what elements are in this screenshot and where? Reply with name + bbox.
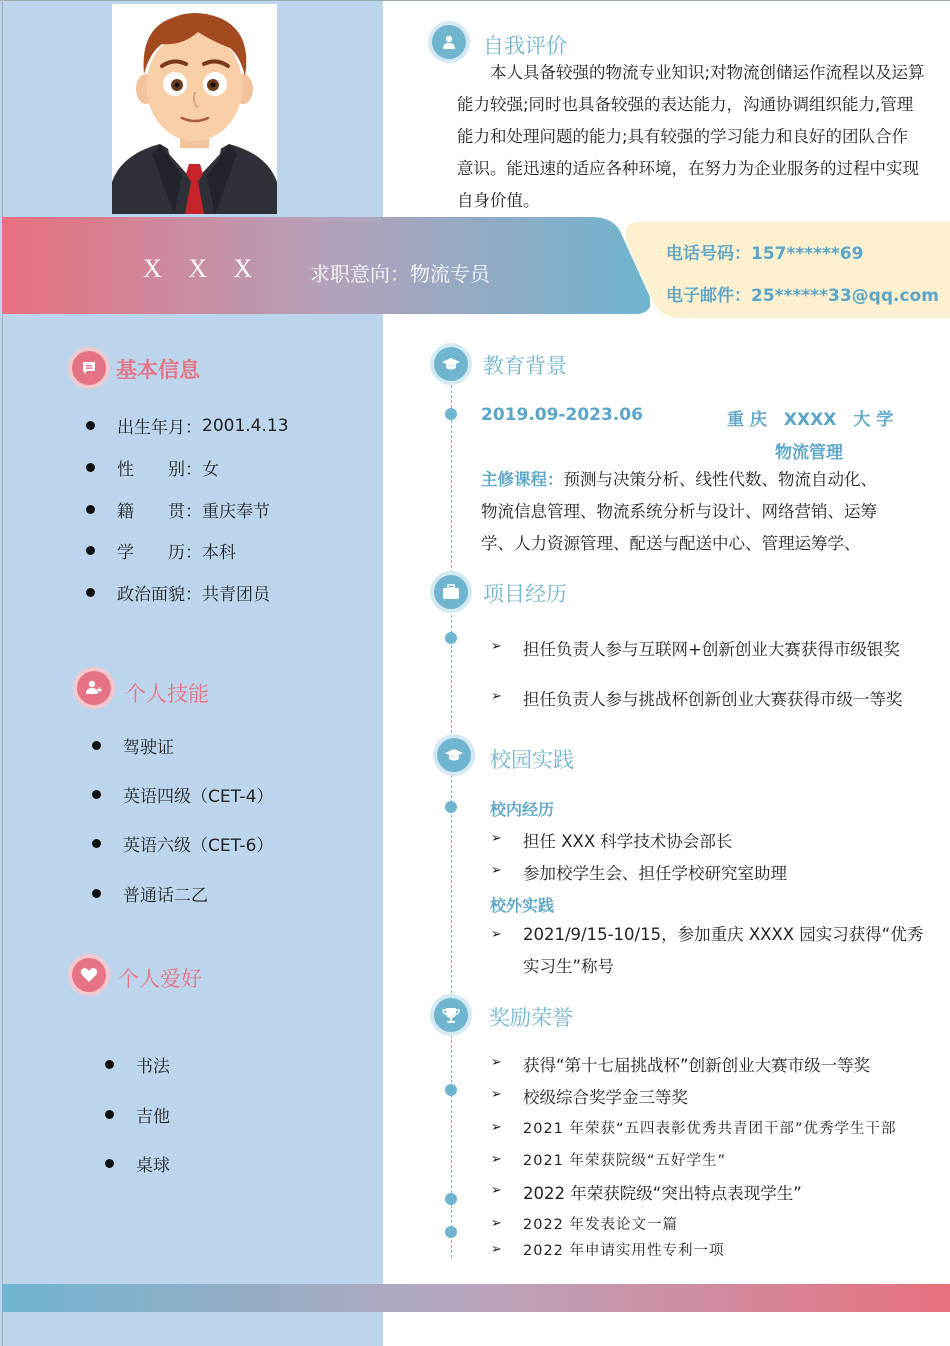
job-objective: 求职意向：物流专员 [310, 262, 490, 286]
campus-item: ➢ 担任 XXX 科学技术协会部长 [491, 831, 733, 851]
inner-experience-label: 校内经历 [490, 800, 555, 819]
school-name: 重 庆 XXXX 大 学 [727, 410, 894, 430]
self-eval-title: 自我评价 [483, 34, 567, 58]
avatar [112, 4, 277, 214]
top-border [0, 0, 950, 1]
timeline-dot [445, 1226, 457, 1238]
phone-number: 电话号码：157******69 [666, 244, 864, 264]
hobby-item: 桌球 [105, 1151, 170, 1176]
timeline-dot [445, 632, 457, 644]
skill-item: 普通话二乙 [92, 881, 208, 906]
campus-item: ➢ 2021/9/15-10/15，参加重庆 XXXX 园实习获得“优秀 实习生”称号 [491, 925, 924, 976]
major-name: 物流管理 [775, 443, 843, 463]
skill-item: 英语六级（CET-6） [92, 831, 273, 856]
basic-info-item: 性 别： 女 [86, 455, 219, 480]
award-item: ➢ 2021 年荣获院级“五好学生” [491, 1152, 727, 1169]
person-icon [432, 25, 466, 59]
timeline-dot [445, 408, 457, 420]
hobbies-title: 个人爱好 [118, 967, 202, 991]
award-item: ➢ 2021 年荣获“五四表彰优秀共青团干部”优秀学生干部 [491, 1120, 897, 1137]
skill-item: 驾驶证 [92, 733, 174, 758]
self-eval-text: 本人具备较强的物流专业知识;对物流创储运作流程以及运算 能力较强;同时也具备较强的表达能力，沟通协调组织能力,管理 能力和处理问题的能力;具有较强的学习能力和良好的团队合作 意识。能迅速的适应各种环境，在努力为企业服务的过程中实现 自身价值。 [457, 63, 925, 210]
education-title: 教育背景 [483, 354, 567, 378]
basic-info-item: 籍 贯： 重庆奉节 [86, 497, 270, 522]
skill-item: 英语四级（CET-4） [92, 782, 273, 807]
trophy-icon [434, 998, 468, 1032]
campus-item: ➢ 参加校学生会、担任学校研究室助理 [491, 863, 787, 883]
graduation-cap-icon [434, 347, 468, 381]
briefcase-icon [434, 575, 468, 609]
heart-icon [72, 958, 106, 992]
basic-info-item: 学 历： 本科 [86, 538, 236, 563]
graduation-cap-icon [437, 738, 471, 772]
campus-title: 校园实践 [490, 748, 574, 772]
basic-info-item: 政治面貌： 共青团员 [86, 580, 270, 605]
timeline-line [451, 380, 452, 1258]
timeline-dot [445, 1193, 457, 1205]
hobby-item: 吉他 [105, 1102, 170, 1127]
cartoon-man-avatar-icon [112, 4, 277, 214]
outer-practice-label: 校外实践 [490, 896, 555, 915]
candidate-name: X X X [143, 254, 263, 283]
courses-text: 主修课程：预测与决策分析、线性代数、物流自动化、 物流信息管理、物流系统分析与设计、网络营销、运筹 学、人力资源管理、配送与配送中心、管理运筹学、 [481, 470, 877, 553]
bottom-bar [2, 1284, 950, 1312]
hobby-item: 书法 [105, 1052, 170, 1077]
left-border [2, 0, 3, 1346]
skills-title: 个人技能 [125, 682, 209, 706]
education-period: 2019.09-2023.06 [481, 405, 643, 425]
timeline-dot [445, 1084, 457, 1096]
email-address: 电子邮件：25******33@qq.com [666, 286, 939, 306]
award-item: ➢ 2022 年申请实用性专利一项 [491, 1242, 725, 1259]
chat-icon [72, 351, 106, 385]
projects-title: 项目经历 [483, 582, 567, 606]
project-item: ➢ 担任负责人参与挑战杯创新创业大赛获得市级一等奖 [491, 689, 903, 709]
user-plus-icon [77, 671, 111, 705]
award-item: ➢ 2022 年荣获院级“突出特点表现学生” [491, 1183, 802, 1203]
timeline-dot [445, 801, 457, 813]
basic-info-title: 基本信息 [116, 357, 200, 382]
basic-info-item: 出生年月： 2001.4.13 [86, 413, 289, 438]
award-item: ➢ 2022 年发表论文一篇 [491, 1216, 679, 1233]
project-item: ➢ 担任负责人参与互联网+创新创业大赛获得市级银奖 [491, 639, 900, 659]
award-item: ➢ 获得“第十七届挑战杯”创新创业大赛市级一等奖 [491, 1055, 871, 1075]
awards-title: 奖励荣誉 [489, 1006, 573, 1030]
award-item: ➢ 校级综合奖学金三等奖 [491, 1087, 688, 1107]
